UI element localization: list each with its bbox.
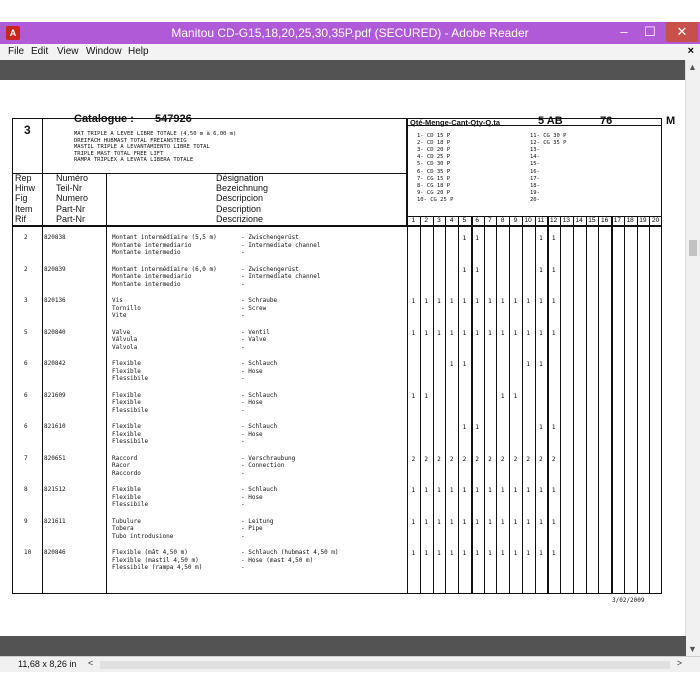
row-description: Flexible (mât 4,50 m) [112, 549, 188, 556]
menu-file[interactable]: File [8, 46, 25, 57]
model-item: 14- [530, 154, 540, 161]
row-qty: 1 [551, 235, 556, 242]
description-line: DREIFACH HUBMAST TOTAL FREIANSTEIG [74, 137, 187, 144]
row-qty: 1 [475, 487, 479, 494]
row-qty: 2 [526, 455, 530, 463]
heading-designation: Désignation [216, 173, 264, 183]
row-qty: 1 [539, 487, 543, 494]
heading-rep: Fig [15, 193, 28, 204]
row-description: Válvula [112, 336, 138, 344]
row-qty: 1 [488, 550, 492, 557]
row-translation: - Schraube [241, 297, 278, 304]
qty-column-header: 3 [437, 217, 441, 224]
group-code: 5 AB [538, 115, 563, 127]
row-qty: 1 [437, 329, 441, 337]
scroll-down-icon[interactable]: ▼ [688, 644, 697, 654]
adobe-reader-icon[interactable]: A [6, 26, 20, 40]
qty-column-header: 11 [537, 217, 545, 224]
row-qty: 1 [539, 518, 543, 526]
m-label: M [666, 115, 676, 127]
model-item: 11- CG 30 P [530, 133, 567, 139]
row-rep: 5 [24, 328, 28, 336]
row-qty: 1 [424, 550, 428, 557]
qty-column-header: 8 [500, 217, 505, 224]
row-qty: 1 [488, 487, 492, 494]
qty-column-header: 1 [411, 217, 416, 224]
row-part-number: 821610 [44, 423, 66, 430]
row-qty: 1 [539, 329, 543, 337]
row-part-number: 820651 [44, 454, 66, 462]
row-rep: 9 [24, 517, 28, 525]
row-qty: 1 [551, 550, 556, 557]
row-part-number: 820840 [44, 328, 66, 336]
scroll-right-icon[interactable]: > [676, 658, 682, 668]
row-qty: 1 [500, 392, 505, 400]
row-qty: 2 [424, 455, 428, 463]
row-translation: - Hose (mast 4,50 m) [241, 556, 314, 564]
row-qty: 1 [539, 298, 543, 305]
row-description: Tornillo [112, 304, 141, 312]
model-item: 3- CD 20 P [417, 147, 451, 154]
horizontal-scrollbar[interactable] [100, 661, 670, 669]
qty-label: Qté-Menge-Cant-Qty-Q.ta [410, 118, 500, 127]
model-item: 1- CD 15 P [417, 133, 451, 139]
row-part-number: 821512 [44, 486, 66, 493]
row-qty: 2 [488, 455, 492, 463]
menu-window[interactable]: Window [86, 46, 122, 57]
menu-edit[interactable]: Edit [31, 46, 49, 57]
row-translation: - Screw [241, 304, 267, 312]
vertical-scrollbar[interactable] [685, 60, 700, 656]
qty-column-header: 2 [424, 217, 428, 224]
row-description: Montante intermediario [112, 241, 192, 249]
row-qty: 1 [475, 298, 479, 305]
row-qty: 1 [411, 487, 416, 494]
row-qty: 1 [411, 298, 416, 305]
description-line: MAT TRIPLE A LEVEE LIBRE TOTALE (4,50 m à 6,00 m) [74, 131, 237, 137]
row-qty: 1 [437, 298, 441, 305]
row-translation: - [241, 280, 245, 288]
row-part-number: 820846 [44, 549, 66, 556]
row-description: Flessibile (rampa 4,50 m) [112, 564, 203, 572]
qty-column-header: 14 [575, 217, 583, 224]
heading-designation: Bezeichnung [216, 183, 269, 194]
row-qty: 1 [411, 392, 416, 400]
row-description: Flexible [112, 486, 141, 493]
qty-column-header: 20 [652, 217, 660, 224]
row-description: Raccord [112, 454, 138, 462]
description-line: RAMPA TRIPLEX A LEVATA LIBERA TOTALE [74, 157, 194, 164]
row-qty: 1 [551, 329, 556, 337]
row-qty: 1 [449, 487, 454, 494]
heading-designation: Descripcion [216, 193, 264, 204]
row-qty: 1 [462, 235, 467, 242]
qty-column-header: 12 [550, 217, 558, 224]
scroll-up-icon[interactable]: ▲ [688, 62, 697, 72]
model-item: 18- [530, 182, 540, 189]
heading-rep: Hinw [15, 183, 36, 194]
row-qty: 2 [475, 455, 479, 463]
row-description: Raccordo [112, 469, 141, 477]
row-translation: - [241, 406, 245, 414]
heading-designation: Descrizione [216, 213, 264, 224]
row-rep: 10 [24, 549, 32, 556]
catalogue-label: Catalogue : [74, 113, 134, 125]
row-description: Montante intermedio [112, 249, 181, 257]
document-close-button[interactable]: × [687, 45, 694, 57]
model-item: 15- [530, 161, 540, 168]
row-description: Flessibile [112, 438, 149, 446]
qty-column-header: 9 [513, 217, 518, 224]
row-translation: - Leitung [241, 517, 274, 525]
row-qty: 2 [411, 455, 416, 463]
qty-column-header: 10 [524, 217, 532, 224]
row-translation: - Schlauch [241, 391, 278, 399]
row-qty: 1 [500, 298, 505, 305]
qty-column-header: 13 [562, 217, 570, 224]
row-translation: - Hose [241, 399, 263, 407]
row-qty: 2 [551, 455, 556, 463]
row-description: Flexible [112, 493, 141, 501]
row-translation: - [241, 375, 245, 383]
row-qty: 2 [449, 455, 454, 463]
row-qty: 1 [475, 329, 479, 337]
row-description: Valvola [112, 343, 138, 351]
heading-rep: Item [15, 203, 33, 214]
row-qty: 1 [462, 266, 467, 274]
row-description: Tubo introdusione [112, 532, 174, 540]
row-qty: 1 [449, 550, 454, 557]
row-qty: 1 [488, 329, 492, 337]
row-qty: 1 [475, 235, 479, 242]
row-qty: 1 [539, 361, 543, 368]
row-description: Flexible [112, 391, 141, 399]
row-description: Racor [112, 462, 131, 470]
title-bar [0, 22, 700, 44]
model-item: 17- [530, 175, 540, 182]
row-description: Montante intermediario [112, 273, 192, 281]
row-qty: 2 [437, 455, 441, 463]
model-item: 7- CG 15 P [417, 175, 451, 182]
model-item: 12- CG 35 P [530, 140, 567, 147]
row-translation: - Zwischengerüst [241, 265, 299, 273]
row-qty: 1 [462, 329, 467, 337]
row-qty: 1 [513, 550, 518, 557]
row-qty: 1 [411, 518, 416, 526]
row-qty: 1 [539, 266, 543, 274]
row-translation: - Schlauch [241, 486, 278, 493]
qty-column-header: 15 [588, 217, 596, 224]
row-qty: 1 [500, 329, 505, 337]
heading-number: Numero [56, 193, 89, 204]
row-part-number: 820842 [44, 360, 66, 367]
row-description: Montant intermédiaire (6,0 m) [112, 265, 217, 273]
heading-number: Numéro [56, 173, 89, 183]
heading-number: Teil-Nr [56, 183, 82, 194]
row-qty: 1 [462, 361, 467, 368]
row-translation: - [241, 343, 245, 351]
qty-column-header: 17 [613, 217, 621, 224]
row-qty: 2 [513, 455, 518, 463]
qty-column-header: 6 [475, 217, 479, 224]
row-translation: - Hose [241, 367, 263, 375]
toolbar [0, 60, 700, 80]
row-rep: 6 [24, 423, 28, 430]
scroll-left-icon[interactable]: < [88, 658, 94, 668]
heading-rep: Rep [15, 173, 32, 183]
row-description: Tubulure [112, 517, 141, 525]
row-qty: 1 [475, 266, 479, 274]
row-translation: - Intermediate channel [241, 241, 321, 249]
row-translation: - Intermediate channel [241, 273, 321, 281]
status-bar [0, 656, 700, 673]
row-qty: 1 [539, 550, 543, 557]
row-part-number: 821609 [44, 391, 66, 399]
row-description: Vite [112, 312, 127, 320]
description-line: TRIPLE MAST TOTAL FREE LIFT [74, 150, 164, 157]
row-qty: 1 [462, 550, 467, 557]
row-rep: 3 [24, 297, 28, 304]
row-translation: - Connection [241, 462, 285, 470]
row-qty: 1 [449, 518, 454, 526]
row-translation: - Valve [241, 336, 267, 344]
row-qty: 1 [449, 298, 454, 305]
row-translation: - Verschraubung [241, 454, 296, 462]
row-description: Montant intermédiaire (5,5 m) [112, 234, 217, 241]
row-rep: 6 [24, 391, 28, 399]
row-description: Flexible [112, 430, 141, 438]
row-qty: 1 [424, 518, 428, 526]
model-item: 9- CG 20 P [417, 189, 451, 196]
row-rep: 6 [24, 360, 28, 367]
model-item: 2- CD 18 P [417, 140, 451, 147]
row-qty: 1 [500, 550, 505, 557]
qty-column-header: 5 [462, 217, 467, 224]
row-qty: 1 [424, 329, 428, 337]
page-size-label: 11,68 x 8,26 in [18, 659, 77, 669]
heading-number: Part-Nr [56, 213, 85, 224]
row-qty: 1 [488, 518, 492, 526]
row-description: Flessibile [112, 375, 149, 383]
row-qty: 1 [551, 298, 556, 305]
row-description: Flessibile [112, 501, 149, 509]
row-description: Montante intermedio [112, 280, 181, 288]
row-qty: 1 [424, 487, 428, 494]
row-description: Flexible [112, 423, 141, 430]
window-title: Manitou CD-G15,18,20,25,30,35P.pdf (SECURED) - Adobe Reader [171, 26, 529, 40]
model-item: 5- CD 30 P [417, 161, 451, 168]
model-item: 16- [530, 168, 540, 175]
model-item: 6- CD 35 P [417, 168, 451, 175]
row-translation: - [241, 249, 245, 257]
row-qty: 1 [411, 550, 416, 557]
row-qty: 1 [449, 361, 454, 368]
heading-number: Part-Nr [56, 203, 85, 214]
print-date: 3/02/2009 [612, 597, 645, 604]
section-number: 3 [24, 123, 31, 137]
row-translation: - Hose [241, 493, 263, 501]
row-description: Flexible [112, 399, 141, 407]
qty-column-header: 18 [626, 217, 634, 224]
row-qty: 1 [462, 424, 467, 431]
bottom-toolbar [0, 636, 686, 656]
row-qty: 1 [539, 424, 543, 431]
row-qty: 1 [424, 392, 428, 400]
row-rep: 2 [24, 265, 28, 273]
qty-column-header: 16 [601, 217, 609, 224]
row-description: Flexible [112, 367, 141, 375]
model-item: 19- [530, 189, 540, 196]
row-translation: - [241, 469, 245, 477]
heading-rep: Rif [15, 213, 26, 224]
row-qty: 1 [551, 487, 556, 494]
model-item: 20- [530, 196, 540, 203]
catalogue-number: 547926 [155, 113, 192, 125]
heading-designation: Description [216, 203, 262, 214]
row-part-number: 820839 [44, 265, 66, 273]
row-qty: 1 [526, 518, 530, 526]
row-description: Flexible [112, 360, 141, 367]
row-qty: 1 [437, 550, 441, 557]
row-translation: - Ventil [241, 328, 270, 336]
row-qty: 1 [513, 518, 518, 526]
row-description: Flessibile [112, 406, 149, 414]
model-item: 4- CD 25 P [417, 154, 451, 161]
parts-table-frame [12, 226, 662, 594]
row-translation: - Zwischengerüst [241, 234, 299, 241]
row-rep: 8 [24, 486, 28, 493]
row-translation: - Schlauch (hubmast 4,50 m) [241, 549, 339, 556]
row-qty: 1 [475, 424, 479, 431]
row-qty: 1 [526, 550, 530, 557]
row-translation: - [241, 501, 245, 509]
row-qty: 1 [462, 298, 467, 305]
row-qty: 1 [513, 487, 518, 494]
row-qty: 1 [551, 424, 556, 431]
row-qty: 1 [500, 518, 505, 526]
row-description: Vis [112, 297, 123, 304]
row-qty: 1 [526, 329, 530, 337]
row-translation: - [241, 438, 245, 446]
row-qty: 1 [411, 329, 416, 337]
row-qty: 1 [513, 329, 518, 337]
row-qty: 1 [551, 266, 556, 274]
row-qty: 1 [488, 298, 492, 305]
row-translation: - [241, 564, 245, 572]
row-qty: 1 [437, 518, 441, 526]
menu-view[interactable]: View [57, 46, 79, 57]
page-number: 76 [600, 115, 613, 127]
row-description: Flexible (mastil 4,50 m) [112, 556, 199, 564]
row-translation: - Schlauch [241, 360, 278, 367]
menu-bar [0, 44, 700, 60]
row-translation: - Schlauch [241, 423, 278, 430]
close-button[interactable]: ✕ [666, 22, 698, 42]
catalogue-page [12, 113, 676, 604]
row-qty: 1 [462, 518, 467, 526]
qty-column-header: 19 [639, 217, 647, 224]
row-part-number: 820838 [44, 234, 66, 241]
row-translation: - [241, 532, 245, 540]
qty-column-header: 4 [449, 217, 454, 224]
row-part-number: 821611 [44, 517, 66, 525]
maximize-button[interactable]: ☐ [644, 24, 656, 39]
model-item: 13- [530, 147, 540, 154]
row-translation: - Hose [241, 430, 263, 438]
row-qty: 1 [513, 298, 518, 305]
row-rep: 7 [24, 454, 28, 462]
row-qty: 1 [449, 329, 454, 337]
scroll-thumb[interactable] [689, 240, 697, 256]
minimize-button[interactable]: – [620, 24, 628, 39]
model-item: 8- CG 18 P [417, 182, 451, 189]
row-qty: 2 [462, 455, 467, 463]
row-qty: 1 [462, 487, 467, 494]
row-qty: 2 [500, 455, 505, 463]
row-qty: 1 [551, 518, 556, 526]
row-qty: 1 [513, 392, 518, 400]
row-qty: 1 [539, 235, 543, 242]
row-qty: 1 [475, 518, 479, 526]
row-translation: - [241, 312, 245, 320]
row-rep: 2 [24, 234, 28, 241]
row-part-number: 820136 [44, 297, 66, 304]
row-translation: - Pipe [241, 525, 263, 533]
row-qty: 1 [526, 487, 530, 494]
row-qty: 2 [539, 455, 543, 463]
menu-help[interactable]: Help [128, 46, 149, 57]
row-description: Valve [112, 328, 131, 336]
row-qty: 1 [526, 361, 530, 368]
row-qty: 1 [500, 487, 505, 494]
row-description: Tobera [112, 525, 134, 533]
desktop-strip [0, 672, 700, 700]
qty-column-header: 7 [488, 217, 492, 224]
row-qty: 1 [424, 298, 428, 305]
model-item: 10- CG 25 P [417, 196, 454, 203]
row-qty: 1 [526, 298, 530, 305]
row-qty: 1 [475, 550, 479, 557]
description-line: MASTIL TRIPLE A LEVANTAMIENTO LIBRE TOTAL [74, 144, 210, 151]
row-qty: 1 [437, 487, 441, 494]
